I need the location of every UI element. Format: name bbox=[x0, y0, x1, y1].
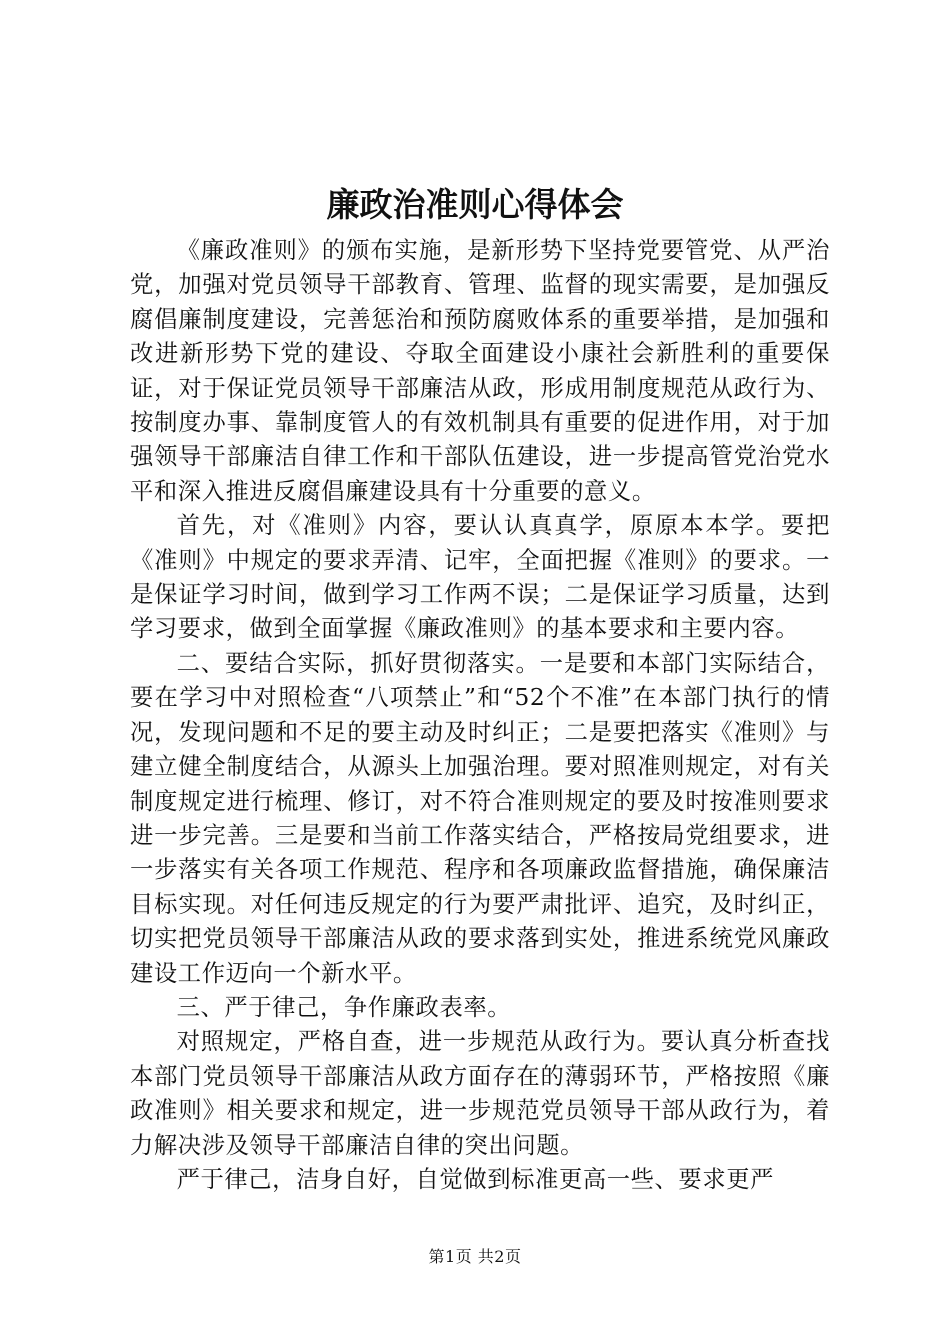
paragraph-self-check: 对照规定，严格自查，进一步规范从政行为。要认真分析查找本部门党员领导干部廉洁从政方面存在的薄弱环节，严格按照《廉政准则》相关要求和规定，进一步规范党员领导干部从政行为，着力解决涉及领导干部廉洁自律的突出问题。 bbox=[130, 1028, 830, 1159]
paragraph-first: 首先，对《准则》内容，要认认真真学，原原本本学。要把《准则》中规定的要求弄清、记牢，全面把握《准则》的要求。一是保证学习时间，做到学习工作两不误；二是保证学习质量，达到学习要求，做到全面掌握《廉政准则》的基本要求和主要内容。 bbox=[130, 512, 830, 643]
page-footer: 第1页 共2页 bbox=[428, 1247, 522, 1266]
document-title: 廉政治准则心得体会 bbox=[326, 185, 624, 224]
paragraph-self-discipline: 严于律己，洁身自好，自觉做到标准更高一些、要求更严 bbox=[176, 1165, 775, 1193]
paragraph-third-heading: 三、严于律己，争作廉政表率。 bbox=[176, 993, 512, 1021]
document-body bbox=[130, 234, 830, 1197]
paragraph-intro: 《廉政准则》的颁布实施，是新形势下坚持党要管党、从严治党，加强对党员领导干部教育、管理、监督的现实需要，是加强反腐倡廉制度建设，完善惩治和预防腐败体系的重要举措，是加强和改进新形势下党的建设、夺取全面建设小康社会新胜利的重要保证，对于保证党员领导干部廉洁从政，形成用制度规范从政行为、按制度办事、靠制度管人的有效机制具有重要的促进作用，对于加强领导干部廉洁自律工作和干部队伍建设，进一步提高管党治党水平和深入推进反腐倡廉建设具有十分重要的意义。 bbox=[130, 237, 830, 505]
paragraph-second: 二、要结合实际，抓好贯彻落实。一是要和本部门实际结合，要在学习中对照检查“八项禁止”和“52个不准”在本部门执行的情况，发现问题和不足的要主动及时纠正；二是要把落实《准则》与建立健全制度结合，从源头上加强治理。要对照准则规定，对有关制度规定进行梳理、修订，对不符合准则规定的要及时按准则要求进一步完善。三是要和当前工作落实结合，严格按局党组要求，进一步落实有关各项工作规范、程序和各项廉政监督措施，确保廉洁目标实现。对任何违反规定的行为要严肃批评、追究，及时纠正，切实把党员领导干部廉洁从政的要求落到实处，推进系统党风廉政建设工作迈向一个新水平。 bbox=[130, 649, 830, 987]
